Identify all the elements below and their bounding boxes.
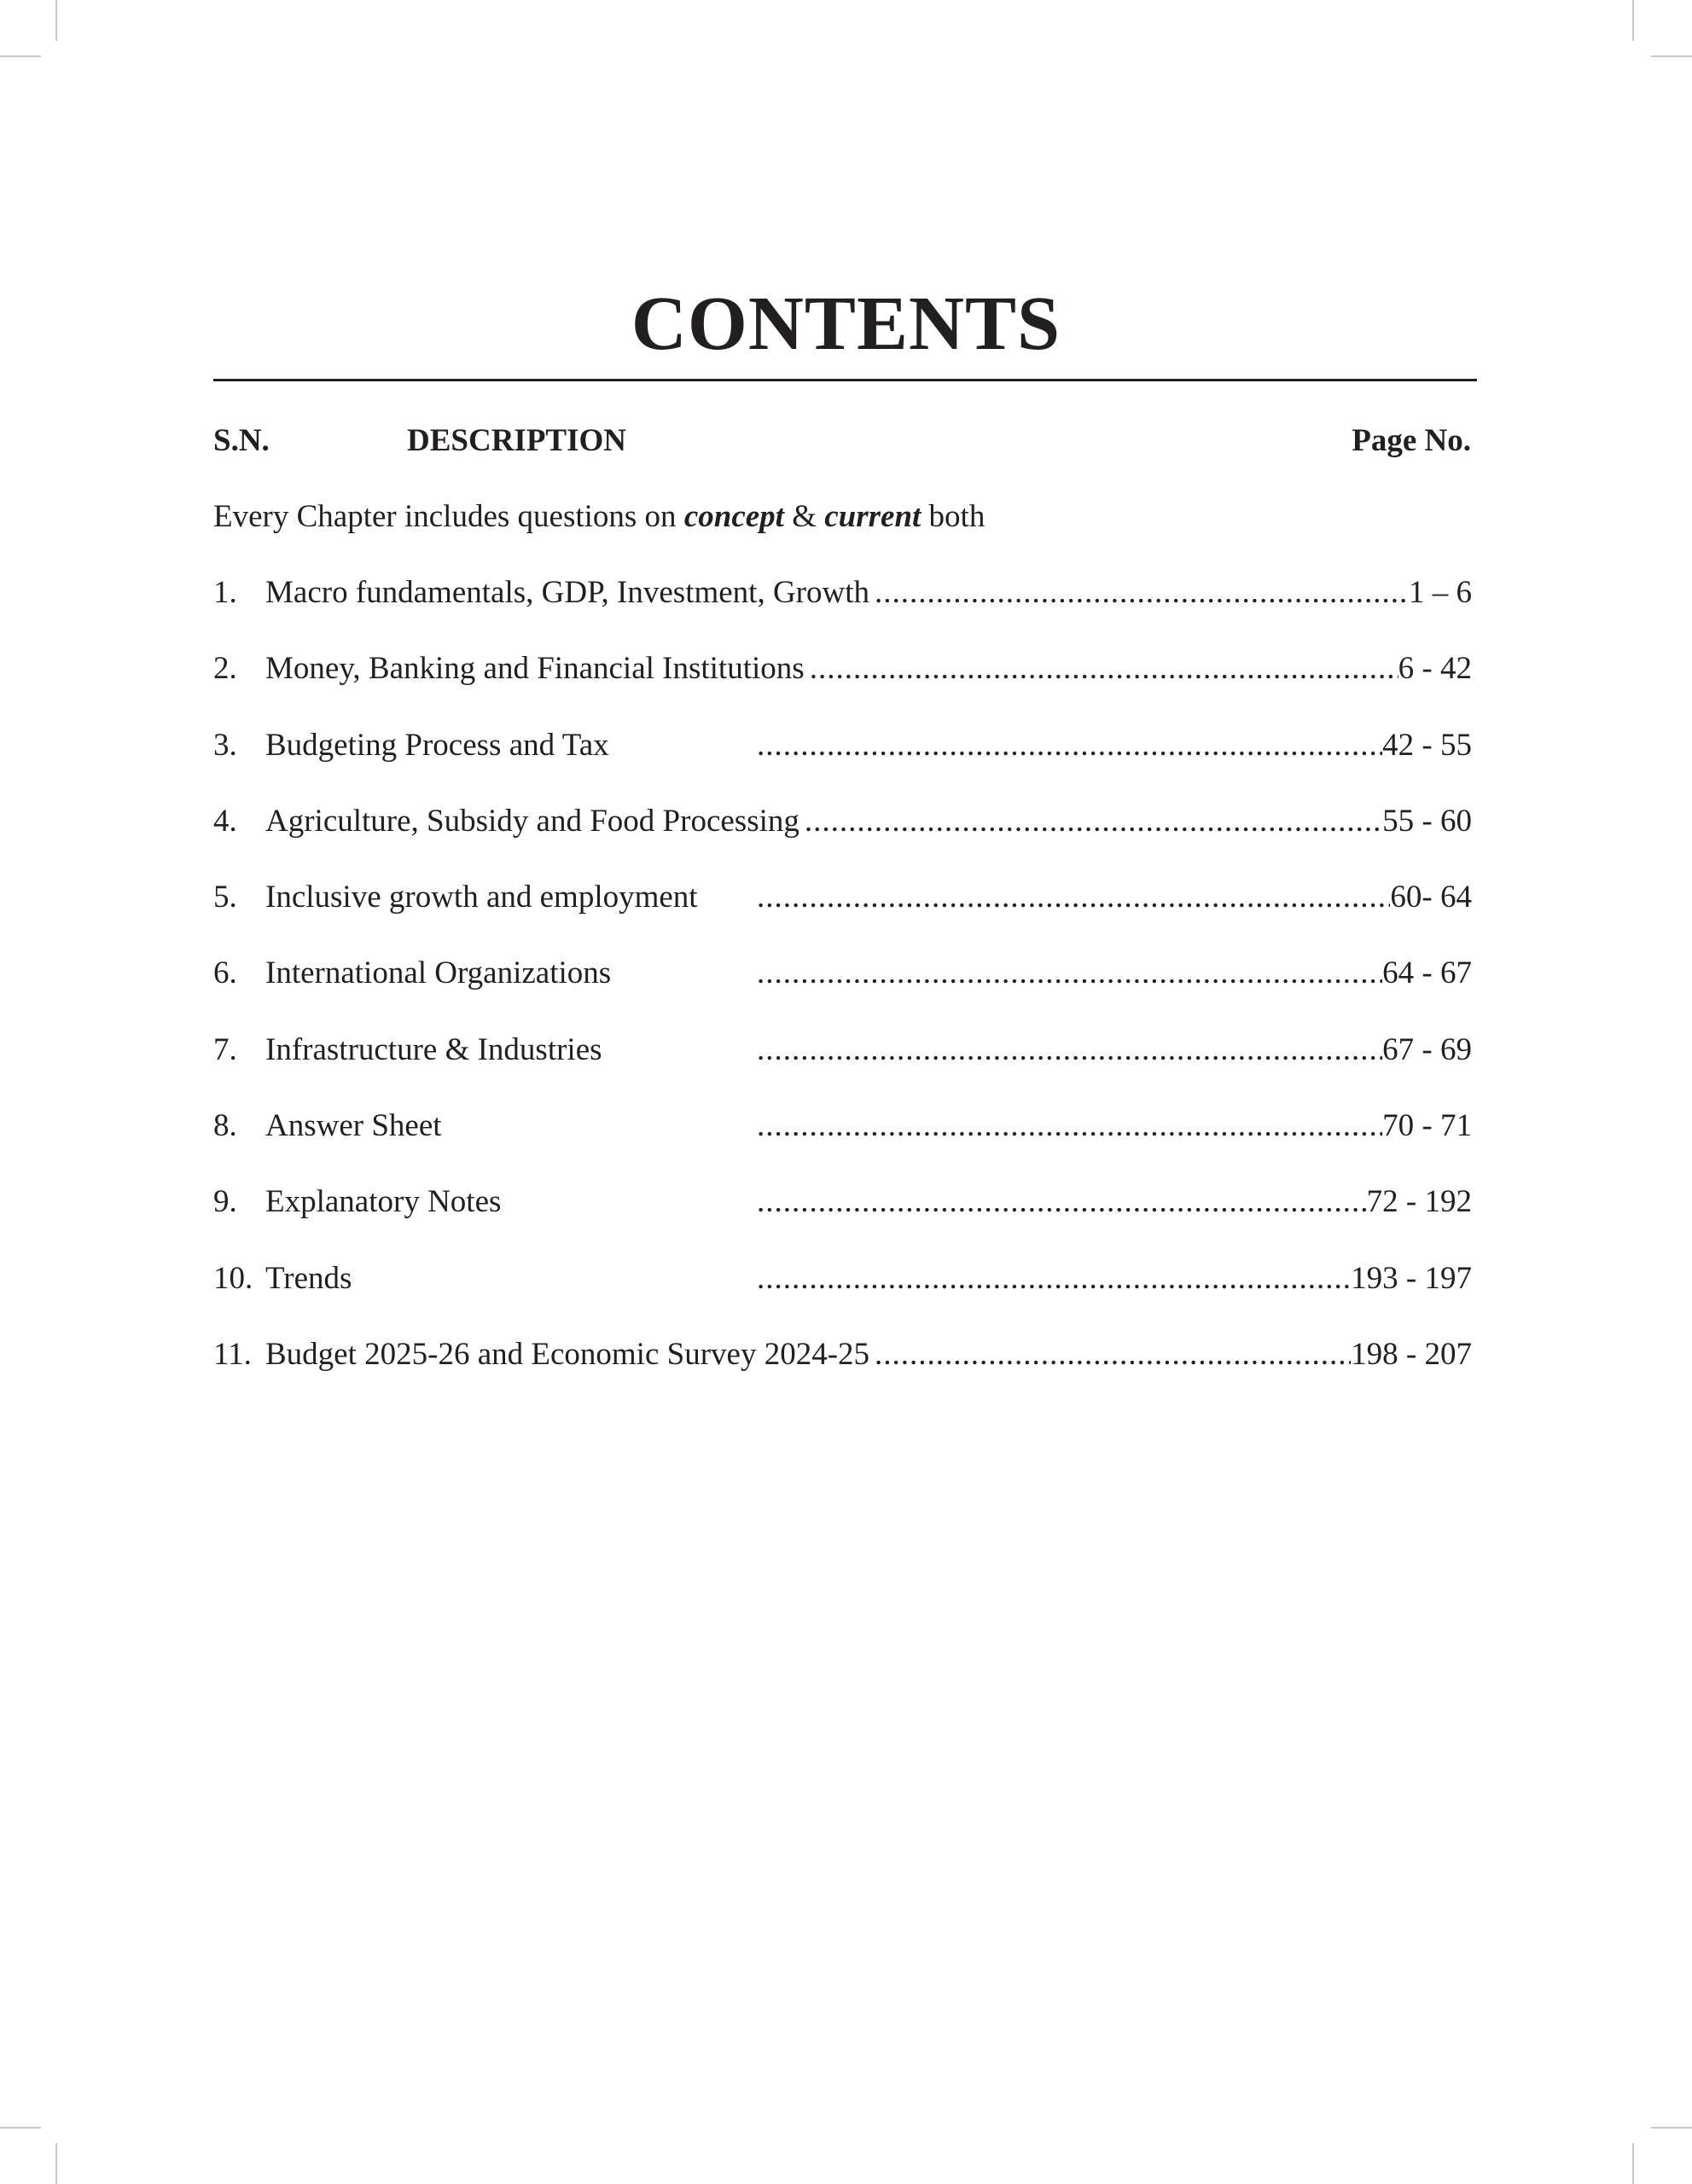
entry-number: 10. (213, 1260, 253, 1296)
entry-title: Agriculture, Subsidy and Food Processing (265, 803, 799, 839)
page-title: CONTENTS (631, 282, 1061, 366)
entry-title: Infrastructure & Industries (265, 1031, 602, 1067)
contents-entry[interactable] (213, 1336, 1472, 1412)
dot-leader (757, 879, 1390, 916)
contents-list (213, 574, 1472, 1412)
entry-number: 6. (213, 956, 237, 991)
entry-pages: 67 - 69 (1382, 1031, 1472, 1067)
intro-tail: both (921, 499, 986, 534)
column-header-description: DESCRIPTION (407, 423, 626, 458)
entry-number: 7. (213, 1031, 237, 1067)
dot-leader (805, 803, 1382, 840)
entry-number: 2. (213, 651, 237, 687)
entry-pages: 1 – 6 (1409, 575, 1472, 610)
entry-number: 11. (213, 1336, 252, 1372)
crop-mark (0, 2127, 41, 2129)
dot-leader (757, 955, 1382, 992)
contents-entry[interactable] (213, 1183, 1472, 1259)
entry-title: Explanatory Notes (265, 1184, 502, 1220)
dot-leader (757, 1031, 1382, 1069)
entry-title: International Organizations (265, 956, 612, 991)
dot-leader (875, 1336, 1351, 1374)
entry-number: 8. (213, 1108, 237, 1144)
contents-entry[interactable] (213, 955, 1472, 1031)
crop-mark (1651, 55, 1692, 57)
entry-pages: 198 - 207 (1351, 1336, 1472, 1372)
title-rule (213, 379, 1477, 381)
dot-leader (757, 1107, 1382, 1145)
contents-entry[interactable] (213, 650, 1472, 726)
entry-title: Money, Banking and Financial Institutions (265, 651, 805, 687)
dot-leader (757, 1183, 1367, 1221)
crop-mark (1632, 0, 1634, 41)
entry-title: Budget 2025-26 and Economic Survey 2024-25 (265, 1336, 870, 1372)
crop-mark (55, 0, 57, 41)
intro-text: Every Chapter includes questions on (213, 499, 684, 534)
contents-entry[interactable] (213, 1031, 1472, 1107)
intro-current: current (824, 499, 922, 534)
entry-pages: 193 - 197 (1351, 1260, 1472, 1296)
contents-entry[interactable] (213, 879, 1472, 955)
crop-mark (1651, 2127, 1692, 2129)
dot-leader (810, 650, 1398, 688)
entry-title: Answer Sheet (265, 1108, 442, 1144)
crop-mark (0, 55, 41, 57)
intro-note (213, 498, 985, 536)
contents-entry[interactable] (213, 803, 1472, 879)
entry-title: Trends (265, 1260, 352, 1296)
entry-pages: 55 - 60 (1382, 803, 1472, 839)
dot-leader (757, 727, 1382, 764)
entry-title: Inclusive growth and employment (265, 880, 698, 915)
entry-number: 9. (213, 1184, 237, 1220)
entry-title: Budgeting Process and Tax (265, 727, 609, 763)
intro-concept: concept (683, 499, 784, 534)
entry-pages: 72 - 192 (1366, 1184, 1472, 1220)
entry-number: 5. (213, 880, 237, 915)
contents-entry[interactable] (213, 574, 1472, 650)
entry-number: 1. (213, 575, 237, 610)
dot-leader (875, 574, 1409, 612)
contents-entry[interactable] (213, 727, 1472, 803)
entry-title: Macro fundamentals, GDP, Investment, Growth (265, 575, 870, 610)
crop-mark (55, 2143, 57, 2184)
entry-pages: 6 - 42 (1398, 651, 1472, 687)
entry-pages: 64 - 67 (1382, 956, 1472, 991)
entry-number: 3. (213, 727, 237, 763)
contents-entry[interactable] (213, 1107, 1472, 1183)
entry-number: 4. (213, 803, 237, 839)
crop-mark (1632, 2143, 1634, 2184)
entry-pages: 60- 64 (1390, 880, 1472, 915)
column-header-sn: S.N. (213, 423, 270, 458)
entry-pages: 70 - 71 (1382, 1108, 1472, 1144)
dot-leader (757, 1260, 1351, 1298)
contents-entry[interactable] (213, 1260, 1472, 1336)
column-header-page: Page No. (1352, 423, 1471, 458)
entry-pages: 42 - 55 (1382, 727, 1472, 763)
intro-amp: & (783, 499, 825, 534)
